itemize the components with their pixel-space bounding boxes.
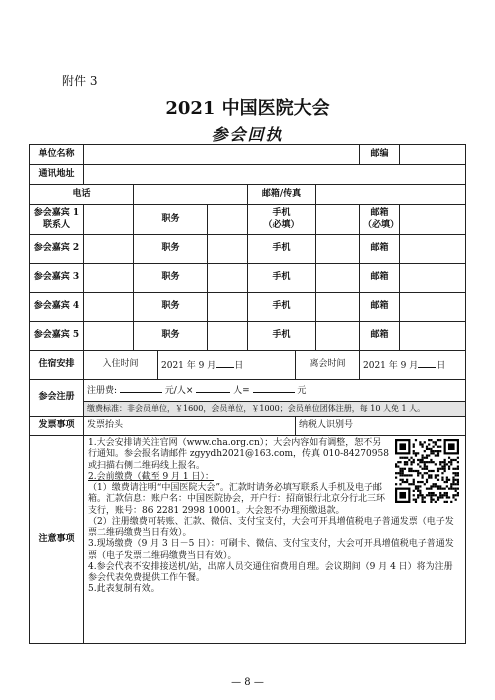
label-guest4: 参会嘉宾 4 — [30, 293, 84, 322]
fee-standard-note: 缴费标准：非会员单位，￥1600，会员单位，￥1000；会员单位团体注册，每 10 人免 1 人。 — [84, 402, 466, 417]
label-guest3: 参会嘉宾 3 — [30, 264, 84, 293]
guest2-position-field[interactable] — [208, 235, 248, 264]
label-mobile: 手机 — [248, 322, 316, 351]
phone-field[interactable] — [134, 185, 248, 205]
fee-amount-blank[interactable] — [120, 383, 162, 393]
label-email: 邮箱 — [360, 293, 400, 322]
label-phone: 电话 — [30, 185, 134, 205]
guest3-mobile-field[interactable] — [316, 264, 360, 293]
label-position: 职务 — [134, 293, 208, 322]
registration-form-table — [29, 144, 466, 644]
note-item: 1.大会安排请关注官网（www.cha.org.cn）；大会内容如有调整，恕不另行通知。参会报名请邮件 zgyydh2021@163.com，传真 010-84270958 或扫描右侧二维码线上报名。 — [88, 438, 389, 471]
label-mobile: 手机 — [248, 264, 316, 293]
guest1-position-field[interactable] — [208, 205, 248, 235]
label-checkout: 离会时间 — [296, 351, 360, 380]
postcode-field[interactable] — [400, 145, 466, 165]
guest5-name-field[interactable] — [84, 322, 134, 351]
label-registration: 参会注册 — [30, 380, 84, 417]
label-invoice: 发票事项 — [30, 417, 84, 436]
address-field[interactable] — [84, 165, 466, 185]
note-item: 3.现场缴费（9 月 3 日－5 日）：可刷卡、微信、支付宝支付，大会可开具增值税电子普通发票（电子发票二维码缴费当日有效）。 — [88, 539, 454, 561]
email-fax-field[interactable] — [316, 185, 466, 205]
label-email: 邮箱 — [360, 322, 400, 351]
checkin-date-field[interactable] — [158, 351, 296, 380]
label-guest5: 参会嘉宾 5 — [30, 322, 84, 351]
label-email-required — [360, 205, 400, 235]
label-lodging: 住宿安排 — [30, 351, 84, 380]
guest3-email-field[interactable] — [400, 264, 466, 293]
form-subtitle: 参会回执 — [211, 125, 284, 144]
label-position: 职务 — [134, 322, 208, 351]
label-guest1 — [30, 205, 84, 235]
mobile-label-text: 手机 — [272, 208, 291, 219]
label-unit-name: 单位名称 — [30, 145, 84, 165]
checkout-date-field[interactable] — [360, 351, 466, 380]
note-item: 5.此表复制有效。 — [88, 584, 160, 595]
persons-blank[interactable] — [196, 383, 230, 393]
registration-fee-field[interactable] — [84, 380, 466, 402]
checkout-day-blank[interactable] — [418, 358, 436, 368]
fee-label: 注册费: — [87, 386, 118, 397]
label-position: 职务 — [134, 264, 208, 293]
email-label-text: 邮箱 — [370, 208, 389, 219]
label-postcode: 邮编 — [360, 145, 400, 165]
invoice-header-label: 发票抬头 — [87, 420, 124, 431]
attachment-label: 附件 3 — [62, 74, 98, 88]
label-mobile-required — [248, 205, 316, 235]
label-mobile: 手机 — [248, 235, 316, 264]
unit-name-field[interactable] — [84, 145, 360, 165]
registration-qr-code[interactable] — [395, 439, 459, 503]
guest5-position-field[interactable] — [208, 322, 248, 351]
label-position: 职务 — [134, 205, 208, 235]
checkin-date-suffix: 日 — [234, 360, 244, 371]
notes-content — [84, 436, 466, 644]
guest4-email-field[interactable] — [400, 293, 466, 322]
page-title: 2021 中国医院大会 — [165, 98, 330, 119]
label-checkin: 入住时间 — [84, 351, 158, 380]
guest3-name-field[interactable] — [84, 264, 134, 293]
per-person-label: 元/人× — [164, 386, 194, 397]
guest2-mobile-field[interactable] — [316, 235, 360, 264]
note-item: 4.参会代表不安排接送机/站，出席人员交通住宿费用自理。会议期间（9 月 4 日）将为注册参会代表免费提供工作午餐。 — [88, 561, 453, 583]
tax-id-field[interactable] — [296, 417, 466, 436]
label-address: 通讯地址 — [30, 165, 84, 185]
guest4-name-field[interactable] — [84, 293, 134, 322]
invoice-header-field[interactable] — [84, 417, 296, 436]
guest1-email-field[interactable] — [400, 205, 466, 235]
checkin-day-blank[interactable] — [216, 358, 234, 368]
guest4-mobile-field[interactable] — [316, 293, 360, 322]
note-item: 2.会前缴费（截至 9 月 1 日）： — [88, 471, 214, 482]
guest5-email-field[interactable] — [400, 322, 466, 351]
page-number: — 8 — — [231, 677, 264, 688]
guest2-name-field[interactable] — [84, 235, 134, 264]
checkout-date-prefix: 2021 年 9 月 — [363, 360, 419, 371]
required-label-text: （必填） — [263, 219, 300, 230]
label-position: 职务 — [134, 235, 208, 264]
label-email: 邮箱 — [360, 264, 400, 293]
label-notes: 注意事项 — [30, 436, 84, 644]
note-item: （2）注册缴费可转账、汇款、微信、支付宝支付，大会可开具增值税电子普通发票（电子发票二维码缴费当日有效）。 — [88, 516, 454, 538]
label-guest2: 参会嘉宾 2 — [30, 235, 84, 264]
guest1-mobile-field[interactable] — [316, 205, 360, 235]
label-mobile: 手机 — [248, 293, 316, 322]
guest2-email-field[interactable] — [400, 235, 466, 264]
checkout-date-suffix: 日 — [436, 360, 446, 371]
guest3-position-field[interactable] — [208, 264, 248, 293]
contact-label-text: 联系人 — [42, 219, 70, 230]
guest1-name-field[interactable] — [84, 205, 134, 235]
guest4-position-field[interactable] — [208, 293, 248, 322]
label-email: 邮箱 — [360, 235, 400, 264]
email-required-text: （必填） — [363, 219, 400, 230]
guest1-label-text: 参会嘉宾 1 — [33, 208, 80, 219]
persons-label: 人= — [233, 386, 250, 397]
total-blank[interactable] — [253, 383, 295, 393]
yuan-label: 元 — [297, 386, 307, 397]
note-item: （1）缴费请注明“中国医院大会”。汇款时请务必填写联系人手机及电子邮箱。汇款信息：账户名：中国医院协会，开户行：招商银行北京分行北三环支行，账号：86 2281 2998 10001。大会恕不办理预缴退款。 — [88, 483, 386, 516]
label-email-fax: 邮箱/传真 — [248, 185, 316, 205]
tax-id-label: 纳税人识别号 — [299, 420, 354, 431]
checkin-date-prefix: 2021 年 9 月 — [161, 360, 217, 371]
guest5-mobile-field[interactable] — [316, 322, 360, 351]
